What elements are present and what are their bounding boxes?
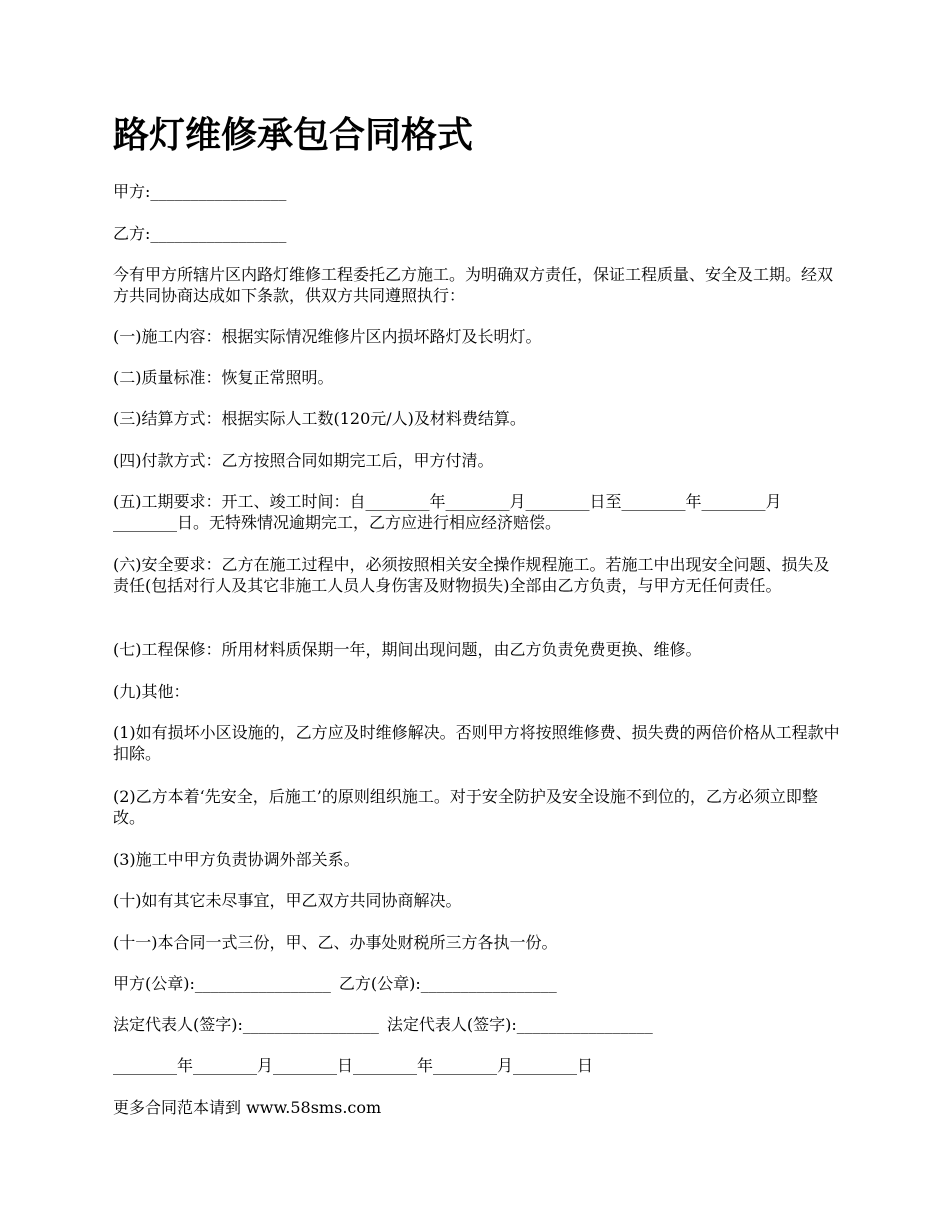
representative-party-b: 法定代表人(签字):_________________	[386, 1015, 653, 1034]
clause-11: (十一)本合同一式三份，甲、乙、办事处财税所三方各执一份。	[113, 933, 558, 952]
sub-clause-3: (3)施工中甲方负责协调外部关系。	[113, 850, 360, 869]
document-title: 路灯维修承包合同格式	[113, 115, 474, 156]
seal-party-b: 乙方(公章):_________________	[338, 974, 557, 993]
sub-clause-1: (1)如有损坏小区设施的，乙方应及时维修解决。否则甲方将按照维修费、损失费的两倍价格从工程款中扣除。	[113, 723, 840, 763]
party-a-line: 甲方:_________________	[113, 182, 287, 201]
intro-paragraph: 今有甲方所辖片区内路灯维修工程委托乙方施工。为明确双方责任，保证工程质量、安全及工期。经双方共同协商达成如下条款，供双方共同遵照执行：	[113, 265, 834, 305]
party-b-line: 乙方:_________________	[113, 224, 287, 243]
clause-10: (十)如有其它未尽事宜，甲乙双方共同协商解决。	[113, 891, 462, 910]
seal-row	[113, 973, 557, 994]
date-party-a: ________年________月________日	[113, 1056, 354, 1075]
clause-5: (五)工期要求：开工、竣工时间：自________年________月________日至________年________月________日。无特殊情况逾期完工，乙方应进行相应经济赔偿。	[113, 492, 782, 532]
date-row	[113, 1055, 593, 1076]
clause-9: (九)其他：	[113, 682, 190, 701]
representative-row	[113, 1014, 653, 1035]
sub-clause-2: (2)乙方本着‘先安全，后施工’的原则组织施工。对于安全防护及安全设施不到位的，乙方必须立即整改。	[113, 787, 818, 827]
clause-7: (七)工程保修：所用材料质保期一年，期间出现问题，由乙方负责免费更换、维修。	[113, 640, 702, 659]
clause-6: (六)安全要求：乙方在施工过程中，必须按照相关安全操作规程施工。若施工中出现安全问题、损失及责任(包括对行人及其它非施工人员人身伤害及财物损失)全部由乙方负责，与甲方无任何责任。	[113, 555, 830, 595]
footer-link-text: 更多合同范本请到 www.58sms.com	[113, 1098, 382, 1117]
clause-3: (三)结算方式：根据实际人工数(120元/人)及材料费结算。	[113, 409, 526, 428]
seal-party-a: 甲方(公章):_________________	[113, 974, 331, 993]
clause-4: (四)付款方式：乙方按照合同如期完工后，甲方付清。	[113, 451, 494, 470]
representative-party-a: 法定代表人(签字):_________________	[113, 1015, 379, 1034]
clause-1: (一)施工内容：根据实际情况维修片区内损坏路灯及长明灯。	[113, 327, 542, 346]
clause-2: (二)质量标准：恢复正常照明。	[113, 368, 334, 387]
date-party-b: ________年________月________日	[353, 1056, 594, 1075]
